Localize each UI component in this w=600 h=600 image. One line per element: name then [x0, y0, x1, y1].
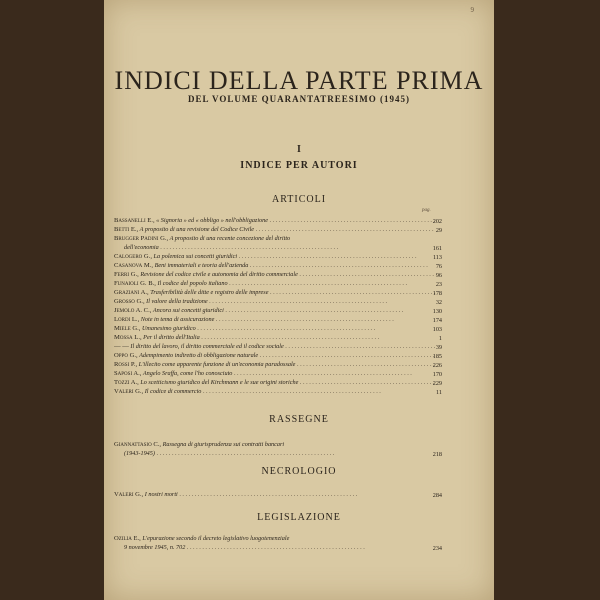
entry-title: Il diritto del lavoro, il diritto commerciale ed il codice sociale: [128, 343, 284, 350]
entry-title: Note in tema di assicurazione: [139, 316, 215, 323]
index-entry-line: [114, 261, 436, 270]
entry-page-number: 96: [435, 272, 442, 279]
necrologio-list: [104, 490, 494, 499]
index-entry-line: [114, 360, 436, 369]
index-entry-line: [114, 351, 436, 360]
entry-page-number: 202: [432, 218, 442, 225]
index-entry-line: [114, 333, 436, 342]
index-entry: [104, 333, 494, 342]
index-entry: [104, 387, 494, 396]
entry-page-number: 185: [432, 353, 442, 360]
entry-author: Saposi A.,: [114, 370, 142, 377]
entry-author: Tozzi A.,: [114, 379, 139, 386]
index-entry: [104, 534, 494, 552]
index-entry: [104, 324, 494, 333]
entry-page-number: 229: [432, 380, 442, 387]
entry-author: Giannattasio C.,: [114, 441, 162, 448]
entry-author: Oppo G.,: [114, 352, 138, 359]
index-entry: [104, 297, 494, 306]
entry-page-number: 170: [432, 371, 442, 378]
index-number: I: [297, 144, 301, 155]
entry-title-cont-text: dell'economia: [124, 244, 159, 251]
entry-title: Ancora sui concetti giuridici: [151, 307, 224, 314]
entry-page-number: 113: [432, 254, 442, 261]
entry-title: Angelo Sraffa, come l'ho conosciuto: [141, 370, 233, 377]
index-entry-line: [114, 324, 436, 333]
index-entry-line: [114, 342, 436, 351]
entry-author: Funaioli G. B.,: [114, 280, 156, 287]
index-entry-line: [114, 306, 436, 315]
entry-author: Brugger Padini G.,: [114, 235, 169, 242]
entry-title: Revisione del codice civile e autonomia del diritto commerciale: [138, 271, 298, 278]
index-title: INDICE PER AUTORI: [240, 160, 358, 171]
entry-author: Casanova M.,: [114, 262, 154, 269]
entry-author: Betti E.,: [114, 226, 139, 233]
entry-author: Graziani A.,: [114, 289, 149, 296]
entry-title: L'illecito come apparente funzione di un'economia paradossale: [137, 361, 296, 368]
index-entry: [104, 440, 494, 458]
articoli-heading: ARTICOLI: [271, 194, 327, 205]
entry-page-number: 1: [438, 335, 442, 342]
page-subtitle: DEL VOLUME QUARANTATREESIMO (1945): [187, 94, 411, 104]
entry-title: A proposito di una recente concezione del diritto: [168, 235, 291, 242]
index-entry-line: [114, 225, 436, 234]
entry-page-number: 218: [432, 451, 442, 458]
entry-page-number: 226: [432, 362, 442, 369]
entry-title: Il valore della tradizione: [144, 298, 208, 305]
entry-title: Beni immateriali e teoria dell'azienda: [153, 262, 249, 269]
index-entry-line: [114, 297, 436, 306]
index-entry: [104, 261, 494, 270]
index-entry-line: [114, 534, 436, 543]
page-corner-mark: 9: [470, 6, 474, 14]
entry-author: Jemolo A. C.,: [114, 307, 152, 314]
entry-author: Rossi P.,: [114, 361, 138, 368]
necrologio-heading: NECROLOGIO: [261, 466, 337, 477]
index-entry-line: [114, 369, 436, 378]
entry-author: Lordi L.,: [114, 316, 140, 323]
entry-author: — —: [114, 343, 129, 350]
index-entry-line: [114, 216, 436, 225]
page-column-label: pag.: [422, 208, 431, 213]
entry-page-number: 39: [435, 344, 442, 351]
index-entry-line: [114, 387, 436, 396]
index-entry: [104, 369, 494, 378]
entry-title-continuation: [124, 243, 436, 252]
entry-title-cont-text: 9 novembre 1945, n. 702: [124, 544, 186, 551]
entry-title: Trasferibilità delle ditte e registro delle imprese: [148, 289, 269, 296]
entry-author: Grosso G.,: [114, 298, 145, 305]
entry-author: Bassanelli E.,: [114, 217, 155, 224]
index-entry-line: [114, 288, 436, 297]
entry-title: Il codice di commercio: [143, 388, 202, 395]
entry-author: Valeri G.,: [114, 491, 144, 498]
entry-title: Adempimento indiretto di obbligazione naturale: [137, 352, 259, 359]
index-entry: [104, 490, 494, 499]
entry-author: Ozilia E.,: [114, 535, 141, 542]
index-entry: [104, 360, 494, 369]
index-entry-line: [114, 440, 436, 449]
entry-title: A proposito di una revisione del Codice Civile: [138, 226, 255, 233]
articoli-list: [104, 216, 494, 396]
index-entry: [104, 288, 494, 297]
entry-page-number: 11: [436, 389, 442, 396]
entry-author: Calogero G.,: [114, 253, 152, 260]
entry-page-number: 32: [435, 299, 442, 306]
entry-title: Per il diritto dell'Italia: [141, 334, 200, 341]
index-entry-line: [114, 279, 436, 288]
index-entry-line: [114, 252, 436, 261]
legislazione-list: [104, 534, 494, 552]
index-entry-line: [114, 490, 436, 499]
index-entry: [104, 234, 494, 252]
entry-title: L'epurazione secondo il decreto legislativo luogotenenziale: [140, 535, 290, 542]
index-entry-line: [114, 270, 436, 279]
index-entry: [104, 342, 494, 351]
entry-page-number: 29: [435, 227, 442, 234]
entry-title: « Signoria » ed « obbligo » nell'obbligazione: [154, 217, 268, 224]
index-entry: [104, 351, 494, 360]
entry-title: La polemica sui concetti giuridici: [152, 253, 238, 260]
entry-page-number: 234: [432, 545, 442, 552]
entry-page-number: 178: [432, 290, 442, 297]
index-entry: [104, 378, 494, 387]
legislazione-heading: LEGISLAZIONE: [257, 512, 341, 523]
index-entry: [104, 252, 494, 261]
entry-page-number: 284: [432, 492, 442, 499]
entry-title-continuation: [124, 449, 436, 458]
rassegne-list: [104, 440, 494, 458]
entry-title-cont-text: (1943-1945): [124, 450, 155, 457]
page-title: INDICI DELLA PARTE PRIMA: [114, 66, 484, 95]
entry-author: Mossa L.,: [114, 334, 142, 341]
entry-author: Miele G.,: [114, 325, 141, 332]
entry-page-number: 161: [432, 245, 442, 252]
entry-title: Lo scetticismo giuridico del Kirchmann e le sue origini storiche: [138, 379, 299, 386]
entry-title-continuation: [124, 543, 436, 552]
index-entry: [104, 315, 494, 324]
index-entry: [104, 270, 494, 279]
entry-page-number: 174: [432, 317, 442, 324]
index-entry-line: [114, 234, 436, 243]
index-entry: [104, 225, 494, 234]
index-entry: [104, 216, 494, 225]
book-page: [104, 0, 494, 600]
entry-author: Ferri G.,: [114, 271, 139, 278]
index-entry: [104, 279, 494, 288]
entry-title: Umanesimo giuridico: [140, 325, 196, 332]
entry-title: I nostri morti: [143, 491, 178, 498]
entry-title: Rassegna di giurisprudenza sui contratti bancari: [161, 441, 285, 448]
index-entry-line: [114, 378, 436, 387]
index-entry: [104, 306, 494, 315]
entry-page-number: 130: [432, 308, 442, 315]
rassegne-heading: RASSEGNE: [269, 414, 329, 425]
entry-author: Valeri G.,: [114, 388, 144, 395]
entry-page-number: 76: [435, 263, 442, 270]
index-entry-line: [114, 315, 436, 324]
entry-title: Il codice del popolo italiano: [155, 280, 228, 287]
entry-page-number: 103: [432, 326, 442, 333]
entry-page-number: 23: [435, 281, 442, 288]
